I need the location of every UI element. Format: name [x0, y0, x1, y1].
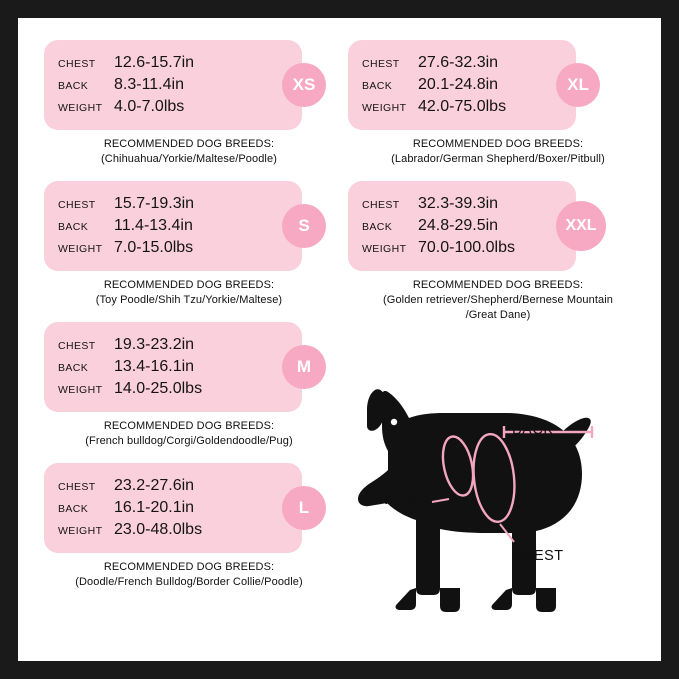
- chest-label: CHEST: [58, 340, 96, 352]
- size-block-l: [44, 463, 334, 590]
- back-value: 20.1-24.8in: [418, 76, 499, 93]
- size-card-l: [44, 463, 310, 553]
- chart-sheet: [18, 18, 661, 661]
- measurement-row-back: [58, 74, 288, 96]
- chest-label: CHEST: [58, 481, 96, 493]
- size-card-xl: [348, 40, 589, 130]
- weight-value: 70.0-100.0lbs: [418, 239, 515, 256]
- measurement-row-back: [58, 497, 288, 519]
- weight-label: WEIGHT: [58, 384, 103, 396]
- breeds-l: [44, 560, 334, 590]
- measurement-row-back: [362, 215, 562, 237]
- breeds-list-line2: /Great Dane): [465, 309, 531, 321]
- breeds-m: [44, 419, 334, 449]
- breeds-heading: RECOMMENDED DOG BREEDS:: [103, 138, 275, 150]
- size-badge-s: S: [282, 204, 326, 248]
- back-figure-label: BACK: [512, 422, 554, 438]
- size-block-s: [44, 181, 334, 308]
- breeds-list-line1: (French bulldog/Corgi/Goldendoodle/Pug): [85, 435, 293, 447]
- chest-label: CHEST: [58, 58, 96, 70]
- size-badge-xs: XS: [282, 63, 326, 107]
- weight-value: 42.0-75.0lbs: [418, 98, 507, 115]
- size-block-m: [44, 322, 334, 449]
- back-value: 24.8-29.5in: [418, 217, 499, 234]
- chest-value: 15.7-19.3in: [114, 195, 195, 212]
- weight-label: WEIGHT: [58, 102, 103, 114]
- measurement-row-back: [362, 74, 562, 96]
- breeds-heading: RECOMMENDED DOG BREEDS:: [412, 279, 584, 291]
- measurement-row-chest: [58, 193, 288, 215]
- size-badge-l: L: [282, 486, 326, 530]
- breeds-xl: [348, 137, 648, 167]
- chest-value: 12.6-15.7in: [114, 54, 195, 71]
- back-label: BACK: [58, 503, 89, 515]
- size-card-xs: [44, 40, 316, 130]
- measurement-row-weight: [58, 237, 288, 259]
- weight-label: WEIGHT: [58, 525, 103, 537]
- measurement-row-chest: [362, 52, 562, 74]
- chest-value: 23.2-27.6in: [114, 477, 195, 494]
- chest-label: CHEST: [58, 199, 96, 211]
- measurement-row-weight: [362, 237, 562, 259]
- dog-diagram: [354, 374, 654, 624]
- chest-label: CHEST: [362, 58, 400, 70]
- breeds-list-line1: (Labrador/German Shepherd/Boxer/Pitbull): [391, 153, 605, 165]
- back-label: BACK: [58, 221, 89, 233]
- chest-value: 32.3-39.3in: [418, 195, 499, 212]
- size-badge-xxl: XXL: [556, 201, 606, 251]
- measurement-row-chest: [362, 193, 562, 215]
- chest-label: CHEST: [362, 199, 400, 211]
- weight-label: WEIGHT: [58, 243, 103, 255]
- breeds-heading: RECOMMENDED DOG BREEDS:: [103, 561, 275, 573]
- chest-value: 27.6-32.3in: [418, 54, 499, 71]
- measurement-row-back: [58, 215, 288, 237]
- measurement-row-weight: [362, 96, 562, 118]
- breeds-s: [44, 278, 334, 308]
- chest-figure-label: CHEST: [512, 548, 564, 564]
- back-label: BACK: [362, 221, 393, 233]
- measurement-row-chest: [58, 52, 288, 74]
- back-value: 13.4-16.1in: [114, 358, 195, 375]
- measurement-row-weight: [58, 519, 288, 541]
- weight-value: 7.0-15.0lbs: [114, 239, 194, 256]
- size-block-xxl: [348, 181, 648, 323]
- breeds-list-line1: (Doodle/French Bulldog/Border Collie/Poodle): [75, 576, 303, 588]
- neck-figure-label: NECK: [378, 492, 421, 508]
- weight-label: WEIGHT: [362, 102, 407, 114]
- breeds-list-line1: (Toy Poodle/Shih Tzu/Yorkie/Maltese): [95, 294, 283, 306]
- back-value: 11.4-13.4in: [114, 217, 193, 234]
- measurement-row-back: [58, 356, 288, 378]
- size-block-xl: [348, 40, 648, 167]
- size-card-xxl: [348, 181, 597, 271]
- weight-value: 23.0-48.0lbs: [114, 521, 203, 538]
- breeds-heading: RECOMMENDED DOG BREEDS:: [103, 279, 275, 291]
- breeds-xxl: [348, 278, 648, 323]
- measurement-row-chest: [58, 334, 288, 356]
- breeds-heading: RECOMMENDED DOG BREEDS:: [103, 420, 275, 432]
- size-card-m: [44, 322, 312, 412]
- size-badge-xl: XL: [556, 63, 600, 107]
- weight-label: WEIGHT: [362, 243, 407, 255]
- breeds-xs: [44, 137, 334, 167]
- back-label: BACK: [58, 362, 89, 374]
- left-column: [44, 40, 334, 594]
- measurement-row-weight: [58, 378, 288, 400]
- weight-value: 4.0-7.0lbs: [114, 98, 185, 115]
- chest-value: 19.3-23.2in: [114, 336, 195, 353]
- breeds-list-line1: (Golden retriever/Shepherd/Bernese Mountain: [383, 294, 613, 306]
- measurement-row-weight: [58, 96, 288, 118]
- measurement-row-chest: [58, 475, 288, 497]
- right-column: [348, 40, 648, 327]
- back-value: 8.3-11.4in: [114, 76, 184, 93]
- back-label: BACK: [58, 80, 89, 92]
- back-label: BACK: [362, 80, 393, 92]
- size-badge-m: M: [282, 345, 326, 389]
- weight-value: 14.0-25.0lbs: [114, 380, 203, 397]
- size-block-xs: [44, 40, 334, 167]
- breeds-heading: RECOMMENDED DOG BREEDS:: [412, 138, 584, 150]
- size-card-s: [44, 181, 310, 271]
- breeds-list-line1: (Chihuahua/Yorkie/Maltese/Poodle): [101, 153, 277, 165]
- back-value: 16.1-20.1in: [114, 499, 195, 516]
